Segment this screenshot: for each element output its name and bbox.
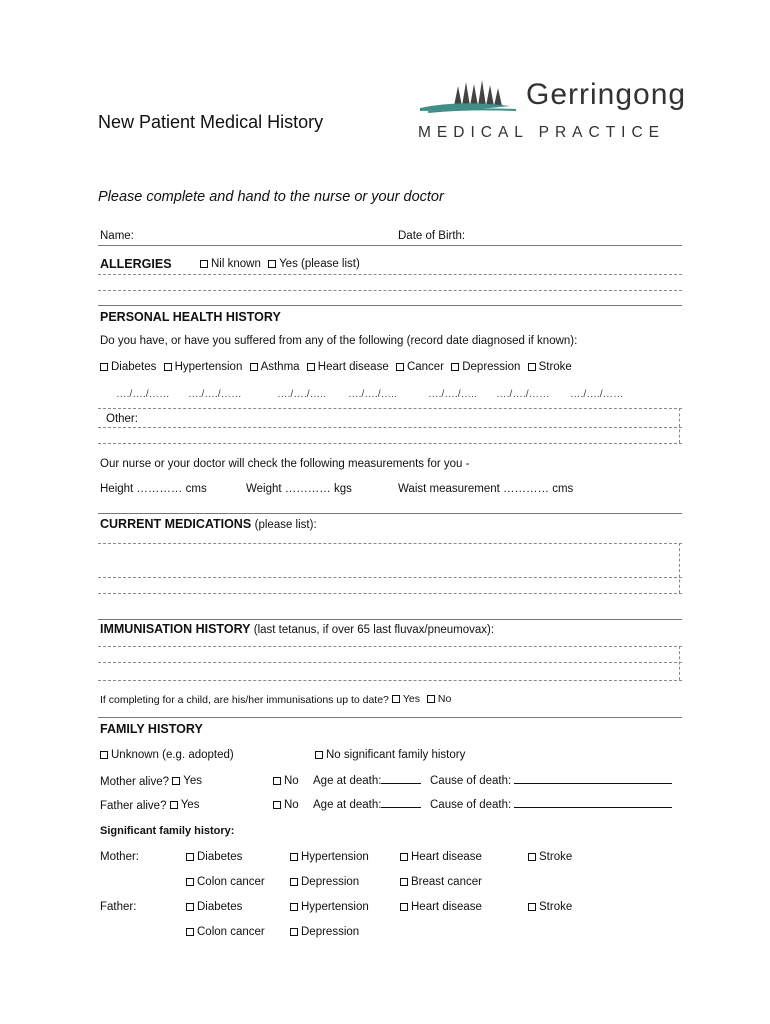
mother-breast-checkbox[interactable]: Breast cancer [400, 876, 482, 888]
divider [98, 245, 682, 246]
personal-heading: PERSONAL HEALTH HISTORY [100, 310, 281, 324]
father-alive-yes-checkbox[interactable]: Yes [170, 799, 200, 811]
date-field[interactable]: …./…./….. [348, 388, 398, 400]
practice-logo [418, 70, 718, 150]
immunisation-box-edge [679, 646, 680, 680]
mother-depression-checkbox[interactable]: Depression [290, 876, 359, 888]
father-age-death-field[interactable]: Age at death: [313, 799, 421, 811]
father-stroke-checkbox[interactable]: Stroke [528, 901, 572, 913]
father-alive-no-checkbox[interactable]: No [273, 799, 299, 811]
immunisation-heading: IMMUNISATION HISTORY (last tetanus, if over 65 last fluvax/pneumovax): [100, 622, 495, 636]
condition-checkbox[interactable]: Cancer [396, 361, 444, 373]
father-cause-death-field[interactable]: Cause of death: [430, 799, 672, 811]
child-yes-checkbox[interactable]: Yes [392, 693, 420, 705]
trees-logo-icon [418, 74, 528, 119]
yes-allergy-checkbox[interactable]: Yes (please list) [268, 258, 360, 270]
mother-alive-yes-checkbox[interactable]: Yes [172, 775, 202, 787]
nil-known-checkbox[interactable]: Nil known [200, 258, 261, 270]
other-box-line[interactable] [98, 427, 682, 428]
no-significant-checkbox[interactable]: No significant family history [315, 749, 465, 761]
immunisation-line[interactable] [98, 646, 682, 647]
waist-field[interactable]: Waist measurement ………… cms [398, 483, 574, 495]
divider [98, 619, 682, 620]
child-immunisation-row: If completing for a child, are his/her immunisations up to date? Yes No [100, 693, 452, 706]
divider [98, 513, 682, 514]
divider [98, 717, 682, 718]
immunisation-line[interactable] [98, 680, 682, 681]
date-field[interactable]: …./…./…… [496, 388, 550, 400]
allergy-line[interactable] [98, 290, 682, 291]
medication-box-edge [679, 543, 680, 593]
personal-question: Do you have, or have you suffered from any of the following (record date diagnosed if known): [100, 335, 578, 347]
father-diabetes-checkbox[interactable]: Diabetes [186, 901, 242, 913]
logo-name: Gerringong [526, 78, 687, 111]
mother-label: Mother: [100, 851, 139, 863]
condition-checkbox[interactable]: Asthma [250, 361, 300, 373]
date-field[interactable]: …./…./…… [116, 388, 170, 400]
mother-alive-row: Mother alive? Yes [100, 775, 203, 788]
family-heading: FAMILY HISTORY [100, 722, 203, 736]
father-hypertension-checkbox[interactable]: Hypertension [290, 901, 369, 913]
unknown-checkbox[interactable]: Unknown (e.g. adopted) [100, 749, 234, 761]
other-box-line[interactable] [98, 408, 682, 409]
condition-checkbox[interactable]: Stroke [528, 361, 572, 373]
allergies-heading: ALLERGIES [100, 257, 172, 271]
logo-subtitle: MEDICAL PRACTICE [418, 124, 666, 141]
conditions-row [100, 361, 576, 374]
other-box-edge [679, 408, 680, 443]
name-label: Name: [100, 230, 134, 242]
medication-line[interactable] [98, 543, 682, 544]
child-no-checkbox[interactable]: No [427, 693, 451, 705]
other-label: Other: [106, 413, 138, 425]
weight-field[interactable]: Weight ………… kgs [246, 483, 352, 495]
condition-checkbox[interactable]: Depression [451, 361, 520, 373]
mother-cause-death-field[interactable]: Cause of death: [430, 775, 672, 787]
other-box-line[interactable] [98, 443, 682, 444]
mother-heart-checkbox[interactable]: Heart disease [400, 851, 482, 863]
page-subtitle: Please complete and hand to the nurse or your doctor [98, 189, 444, 205]
date-field[interactable]: …./…./….. [277, 388, 327, 400]
father-heart-checkbox[interactable]: Heart disease [400, 901, 482, 913]
significant-label: Significant family history: [100, 825, 235, 837]
mother-colon-checkbox[interactable]: Colon cancer [186, 876, 265, 888]
mother-diabetes-checkbox[interactable]: Diabetes [186, 851, 242, 863]
medications-heading: CURRENT MEDICATIONS (please list): [100, 517, 317, 531]
mother-hypertension-checkbox[interactable]: Hypertension [290, 851, 369, 863]
medication-line[interactable] [98, 577, 682, 578]
page-title: New Patient Medical History [98, 112, 324, 132]
condition-checkbox[interactable]: Diabetes [100, 361, 156, 373]
mother-age-death-field[interactable]: Age at death: [313, 775, 421, 787]
date-field[interactable]: …./…./…… [188, 388, 242, 400]
immunisation-line[interactable] [98, 662, 682, 663]
father-depression-checkbox[interactable]: Depression [290, 926, 359, 938]
condition-checkbox[interactable]: Hypertension [164, 361, 243, 373]
date-field[interactable]: …./…./…… [570, 388, 624, 400]
father-alive-row: Father alive? Yes [100, 799, 200, 812]
allergy-line[interactable] [98, 274, 682, 275]
dob-label: Date of Birth: [398, 230, 466, 242]
date-field[interactable]: …./…./….. [428, 388, 478, 400]
medication-line[interactable] [98, 593, 682, 594]
height-field[interactable]: Height ………… cms [100, 483, 207, 495]
allergies-options [200, 258, 364, 271]
divider [98, 305, 682, 306]
condition-checkbox[interactable]: Heart disease [307, 361, 389, 373]
father-colon-checkbox[interactable]: Colon cancer [186, 926, 265, 938]
mother-alive-no-checkbox[interactable]: No [273, 775, 299, 787]
mother-stroke-checkbox[interactable]: Stroke [528, 851, 572, 863]
measure-intro: Our nurse or your doctor will check the following measurements for you - [100, 458, 470, 470]
father-label: Father: [100, 901, 137, 913]
